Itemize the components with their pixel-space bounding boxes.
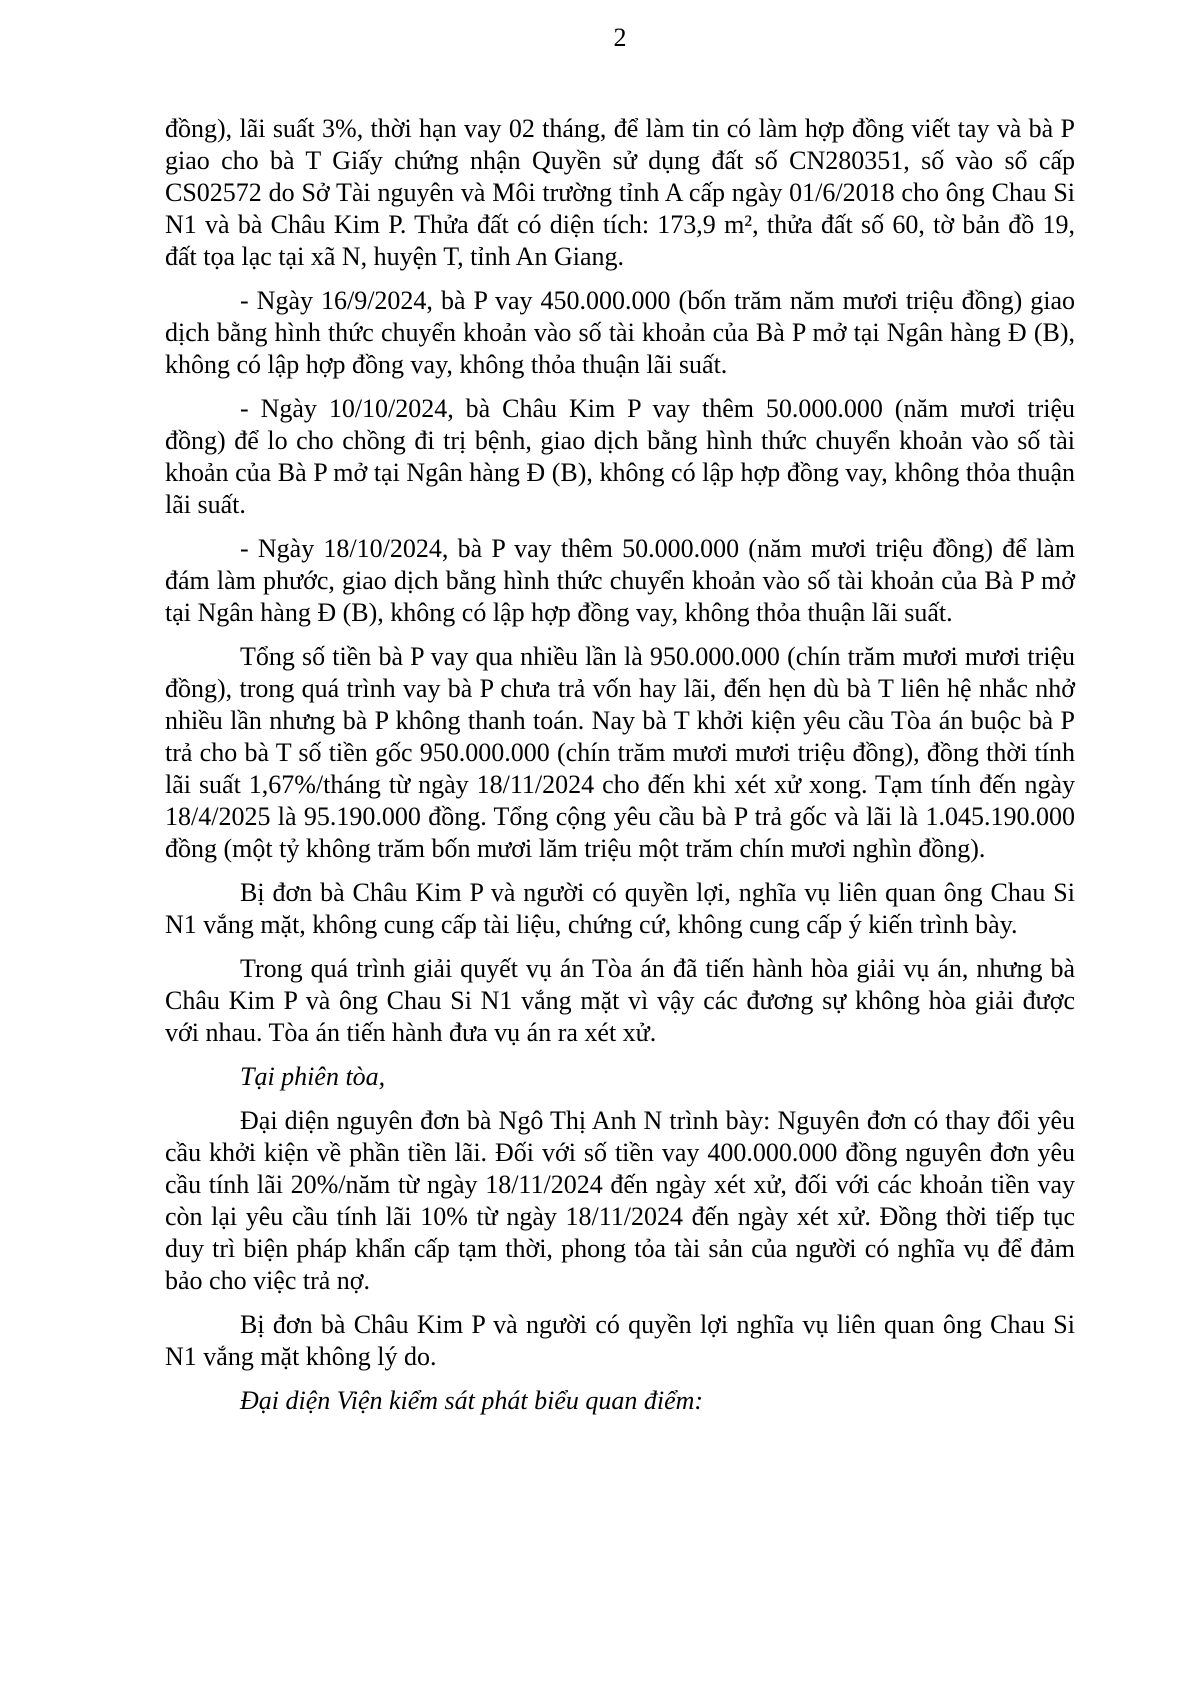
paragraph: Bị đơn bà Châu Kim P và người có quyền lợi nghĩa vụ liên quan ông Chau Si N1 vắng mặt không lý do. [165, 1310, 1075, 1371]
paragraph: - Ngày 16/9/2024, bà P vay 450.000.000 (bốn trăm năm mươi triệu đồng) giao dịch bằng hình thức chuyển khoản vào số tài khoản của Bà P mở tại Ngân hàng Đ (B), không có lập hợp đồng vay, không thỏa thuận lãi suất. [165, 286, 1075, 379]
paragraph: Đại diện Viện kiểm sát phát biểu quan điểm: [240, 1386, 704, 1415]
paragraph: Đại diện nguyên đơn bà Ngô Thị Anh N trình bày: Nguyên đơn có thay đổi yêu cầu khởi kiện về phần tiền lãi. Đối với số tiền vay 400.000.000 đồng nguyên đơn yêu cầu tính lãi 20%/năm từ ngày 18/11/2024 đến ngày xét xử, đối với các khoản tiền vay còn lại yêu cầu tính lãi 10% từ ngày 18/11/2024 đến ngày xét xử. Đồng thời tiếp tục duy trì biện pháp khẩn cấp tạm thời, phong tỏa tài sản của người có nghĩa vụ để đảm bảo cho việc trả nợ. [165, 1106, 1075, 1295]
paragraph: đồng), lãi suất 3%, thời hạn vay 02 tháng, để làm tin có làm hợp đồng viết tay và bà P giao cho bà T Giấy chứng nhận Quyền sử dụng đất số CN280351, số vào sổ cấp CS02572 do Sở Tài nguyên và Môi trường tỉnh A cấp ngày 01/6/2018 cho ông Chau Si N1 và bà Châu Kim P. Thửa đất có diện tích: 173,9 m², thửa đất số 60, tờ bản đồ 19, đất tọa lạc tại xã N, huyện T, tỉnh An Giang. [165, 114, 1075, 271]
paragraph: - Ngày 18/10/2024, bà P vay thêm 50.000.000 (năm mươi triệu đồng) để làm đám làm phước, giao dịch bằng hình thức chuyển khoản vào số tài khoản của Bà P mở tại Ngân hàng Đ (B), không có lập hợp đồng vay, không thỏa thuận lãi suất. [165, 534, 1075, 627]
paragraph: Bị đơn bà Châu Kim P và người có quyền lợi, nghĩa vụ liên quan ông Chau Si N1 vắng mặt, không cung cấp tài liệu, chứng cứ, không cung cấp ý kiến trình bày. [165, 878, 1075, 939]
paragraph: Tổng số tiền bà P vay qua nhiều lần là 950.000.000 (chín trăm mươi mươi triệu đồng), trong quá trình vay bà P chưa trả vốn hay lãi, đến hẹn dù bà T liên hệ nhắc nhở nhiều lần nhưng bà P không thanh toán. Nay bà T khởi kiện yêu cầu Tòa án buộc bà P trả cho bà T số tiền gốc 950.000.000 (chín trăm mươi mươi triệu đồng), đồng thời tính lãi suất 1,67%/tháng từ ngày 18/11/2024 cho đến khi xét xử xong. Tạm tính đến ngày 18/4/2025 là 95.190.000 đồng. Tổng cộng yêu cầu bà P trả gốc và lãi là 1.045.190.000 đồng (một tỷ không trăm bốn mươi lăm triệu một trăm chín mươi nghìn đồng). [165, 642, 1075, 863]
document-body [165, 113, 1075, 1429]
paragraph: - Ngày 10/10/2024, bà Châu Kim P vay thêm 50.000.000 (năm mươi triệu đồng) để lo cho chồng đi trị bệnh, giao dịch bằng hình thức chuyển khoản vào số tài khoản của Bà P mở tại Ngân hàng Đ (B), không có lập hợp đồng vay, không thỏa thuận lãi suất. [165, 394, 1075, 519]
paragraph: Trong quá trình giải quyết vụ án Tòa án đã tiến hành hòa giải vụ án, nhưng bà Châu Kim P và ông Chau Si N1 vắng mặt vì vậy các đương sự không hòa giải được với nhau. Tòa án tiến hành đưa vụ án ra xét xử. [165, 954, 1075, 1047]
paragraph: Tại phiên tòa, [240, 1062, 386, 1091]
page-number: 2 [613, 23, 627, 52]
